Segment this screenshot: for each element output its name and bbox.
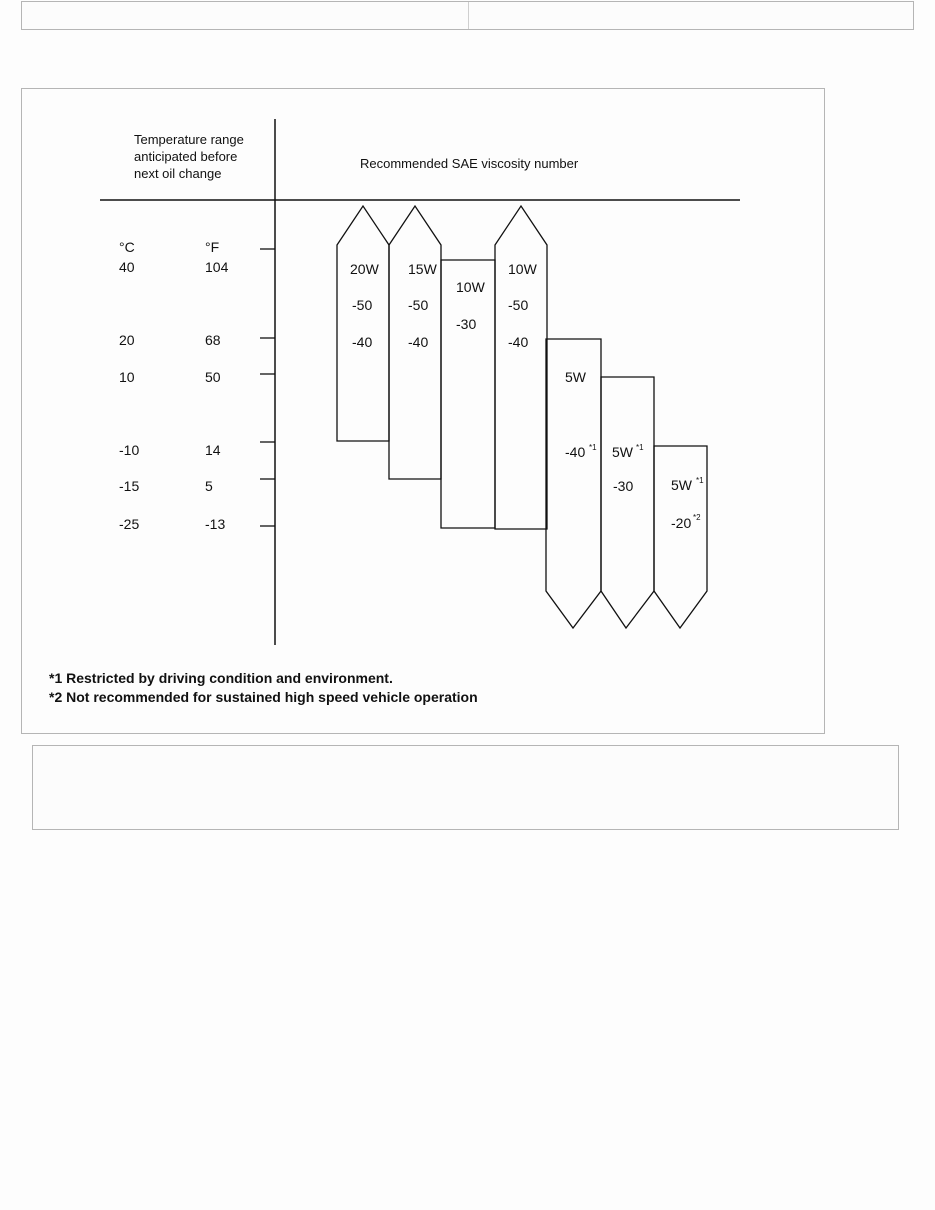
temp-range-header-line-3: next oil change (134, 166, 222, 181)
fahrenheit-value: 5 (205, 478, 213, 494)
fahrenheit-value: 14 (205, 442, 221, 458)
grade-15w-50: -50 (408, 297, 429, 313)
grade-5w-20: -20 (671, 515, 692, 531)
grade-5w-40-note: *1 (589, 443, 597, 452)
grade-shape-10w-30 (441, 260, 495, 528)
grade-5w-30: -30 (613, 478, 634, 494)
grade-5w-label-c-note: *1 (696, 476, 704, 485)
note-box (32, 745, 899, 830)
fahrenheit-value: 50 (205, 369, 221, 385)
header-divider (468, 2, 469, 29)
grade-15w-label: 15W (408, 261, 437, 277)
celsius-value: -10 (119, 442, 140, 458)
header-bar (21, 1, 914, 30)
grade-20w-50: -50 (352, 297, 373, 313)
celsius-value: -25 (119, 516, 140, 532)
grade-shape-20w-50 (337, 206, 389, 441)
grade-5w-label-b-note: *1 (636, 443, 644, 452)
grade-5w-label-c: 5W (671, 477, 692, 493)
grade-shape-5w-20 (654, 446, 707, 628)
grade-5w-20-note: *2 (693, 513, 701, 522)
grade-10w-40: -40 (508, 334, 529, 350)
temp-range-header-line-1: Temperature range (134, 132, 244, 147)
celsius-value: -15 (119, 478, 140, 494)
grade-shape-5w-30 (601, 377, 654, 628)
fahrenheit-value: 104 (205, 259, 229, 275)
fahrenheit-value: -13 (205, 516, 226, 532)
celsius-unit: °C (119, 239, 135, 255)
fahrenheit-unit: °F (205, 239, 220, 255)
footnote-2: *2 Not recommended for sustained high speed vehicle operation (49, 689, 478, 705)
column-title: Recommended SAE viscosity number (360, 156, 579, 171)
grade-labels (350, 261, 704, 531)
grade-5w-label-a: 5W (565, 369, 586, 385)
oil-viscosity-figure (21, 88, 825, 734)
viscosity-chart (22, 89, 826, 735)
temp-range-header-line-2: anticipated before (134, 149, 238, 164)
grade-10w-30: -30 (456, 316, 477, 332)
celsius-value: 40 (119, 259, 135, 275)
grade-5w-40: -40 (565, 444, 586, 460)
temperature-rows (119, 259, 275, 532)
grade-shape-10w-50 (495, 206, 547, 529)
fahrenheit-value: 68 (205, 332, 221, 348)
grade-10w-label-b: 10W (508, 261, 537, 277)
grade-15w-40: -40 (408, 334, 429, 350)
footnote-1: *1 Restricted by driving condition and environment. (49, 670, 393, 686)
grade-10w-label-a: 10W (456, 279, 485, 295)
celsius-value: 20 (119, 332, 135, 348)
grade-20w-40: -40 (352, 334, 373, 350)
celsius-value: 10 (119, 369, 135, 385)
grade-5w-label-b: 5W (612, 444, 633, 460)
grade-20w-label: 20W (350, 261, 379, 277)
grade-10w-50: -50 (508, 297, 529, 313)
